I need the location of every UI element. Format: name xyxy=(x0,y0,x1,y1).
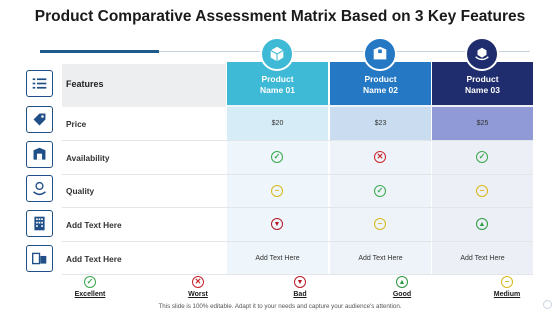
quality-hand-icon xyxy=(26,175,53,202)
storefront-icon xyxy=(26,141,53,168)
price-cell-2: $23 xyxy=(374,120,387,127)
row-label-text-1: Add Text Here xyxy=(66,220,122,230)
good-icon: ▲ xyxy=(396,276,408,288)
row-label-text-2: Add Text Here xyxy=(66,254,122,264)
product-1-name-line1: Product xyxy=(261,74,294,84)
hand-box-icon xyxy=(465,37,499,71)
excellent-icon: ✓ xyxy=(476,151,488,163)
text-cell-1: Add Text Here xyxy=(255,255,300,262)
page-title: Product Comparative Assessment Matrix Based on 3 Key Features xyxy=(34,8,526,25)
legend-label-medium: Medium xyxy=(493,291,521,298)
medium-icon: − xyxy=(374,218,386,230)
box-open-icon xyxy=(260,37,294,71)
legend-good xyxy=(372,276,432,298)
slide-indicator-icon xyxy=(543,300,552,309)
price-cell-1: $20 xyxy=(271,120,284,127)
product-3-name-line1: Product xyxy=(466,74,499,84)
building-icon xyxy=(26,210,53,237)
row-label-availability: Availability xyxy=(66,153,110,163)
bad-icon: − xyxy=(271,185,283,197)
legend-excellent xyxy=(60,276,120,298)
excellent-icon: ✓ xyxy=(374,185,386,197)
text-cell-3: Add Text Here xyxy=(460,255,505,262)
medium-icon: − xyxy=(476,185,488,197)
legend-label-worst: Worst xyxy=(188,291,208,298)
list-icon xyxy=(26,70,53,97)
worst-icon: ✕ xyxy=(192,276,204,288)
product-2-name-line1: Product xyxy=(364,74,397,84)
row-label-price: Price xyxy=(66,119,87,129)
features-header-label: Features xyxy=(66,79,104,89)
price-cell-3: $25 xyxy=(476,120,489,127)
row-separator xyxy=(62,140,533,141)
row-separator xyxy=(62,174,533,175)
row-separator xyxy=(62,207,533,208)
product-2-name-line2: Name 02 xyxy=(363,85,398,95)
title-underline-accent xyxy=(40,50,159,53)
legend-label-bad: Bad xyxy=(293,291,307,298)
worst-icon: ✕ xyxy=(374,151,386,163)
legend-worst xyxy=(168,276,228,298)
footer-note: This slide is 100% editable. Adapt it to your needs and capture your audience's attention. xyxy=(158,303,402,310)
text-cell-2: Add Text Here xyxy=(358,255,403,262)
product-3-name-line2: Name 03 xyxy=(465,85,500,95)
excellent-icon: ✓ xyxy=(271,151,283,163)
price-tag-icon xyxy=(26,106,53,133)
row-separator xyxy=(62,241,533,242)
excellent-icon: ✓ xyxy=(84,276,96,288)
legend-label-good: Good xyxy=(392,291,412,298)
legend-label-excellent: Excellent xyxy=(74,291,106,298)
legend-bad xyxy=(270,276,330,298)
row-separator xyxy=(62,274,533,275)
row-label-quality: Quality xyxy=(66,186,95,196)
medium-icon: − xyxy=(501,276,513,288)
bad-icon: ▼ xyxy=(294,276,306,288)
devices-icon xyxy=(26,245,53,272)
legend-medium xyxy=(477,276,537,298)
worst-icon: ▼ xyxy=(271,218,283,230)
package-box-icon xyxy=(363,37,397,71)
product-1-name-line2: Name 01 xyxy=(260,85,295,95)
good-icon: ▲ xyxy=(476,218,488,230)
